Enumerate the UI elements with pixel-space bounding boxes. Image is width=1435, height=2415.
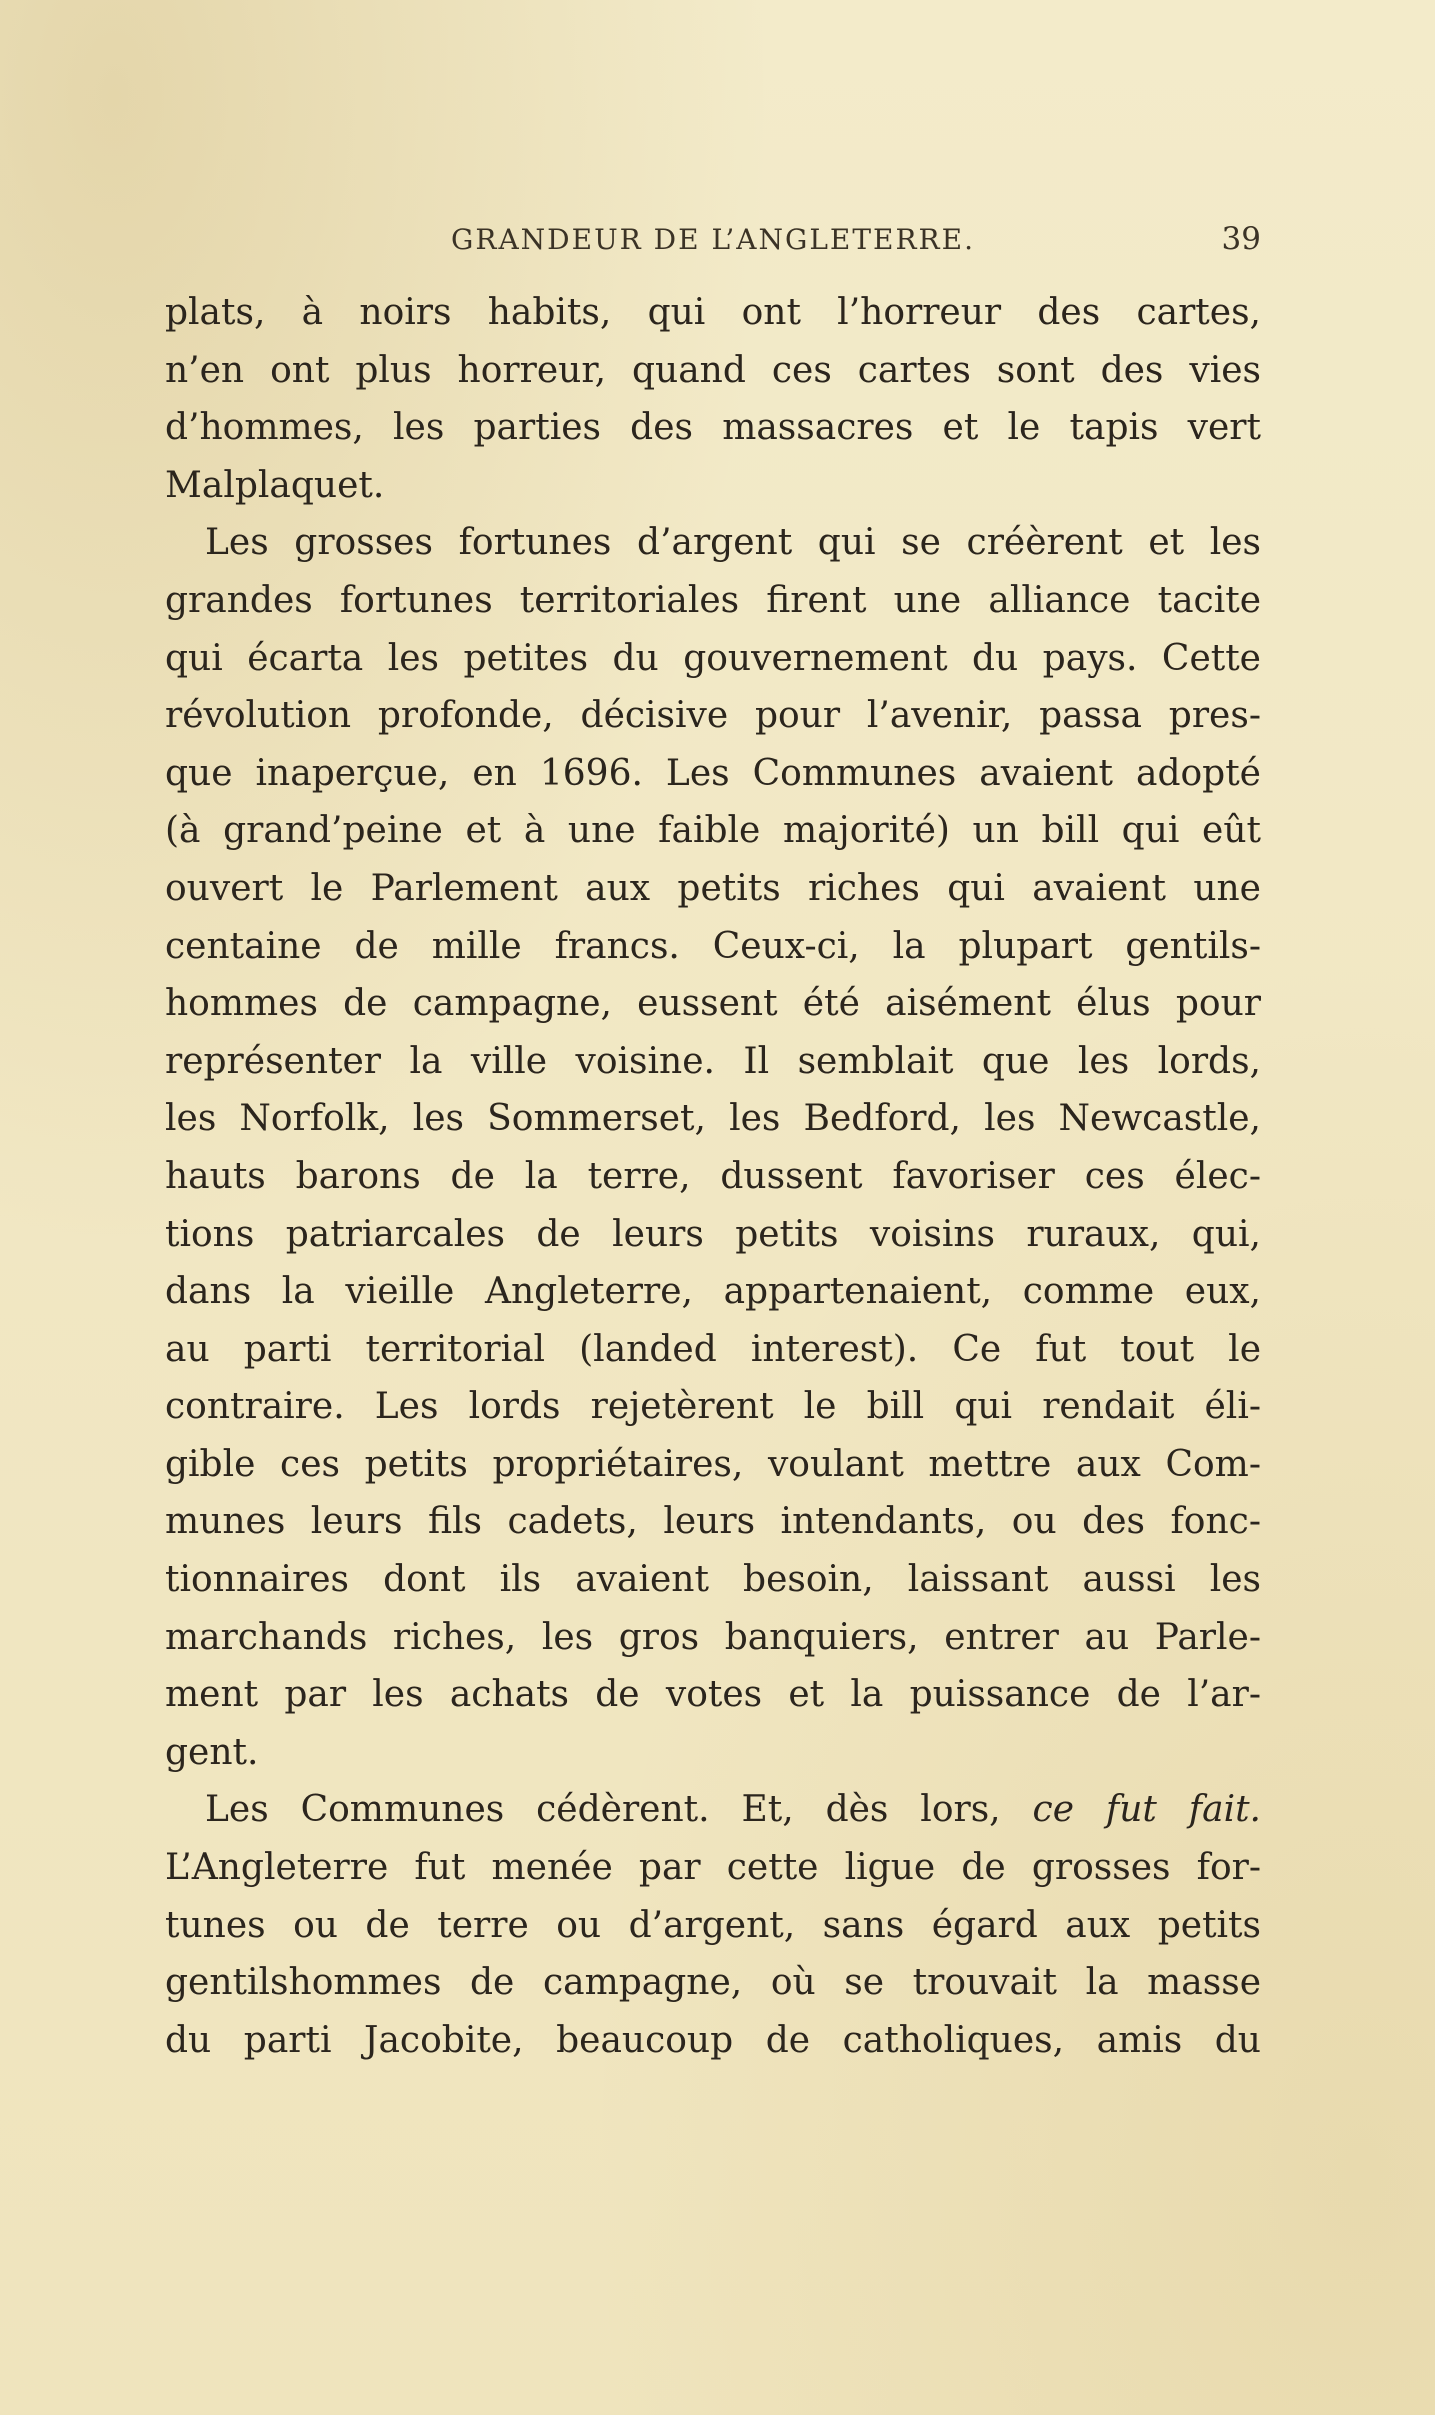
running-title: GRANDEUR DE L’ANGLETERRE. — [451, 223, 975, 256]
text-line: marchands riches, les gros banquiers, entrer au Parle- — [165, 1616, 1261, 1658]
text-line: les Norfolk, les Sommerset, les Bedford, les Newcastle, — [165, 1098, 1261, 1140]
text-line: gible ces petits propriétaires, voulant mettre aux Com- — [165, 1443, 1261, 1485]
text-line: au parti territorial (landed interest). Ce fut tout le — [165, 1328, 1261, 1370]
text-line: munes leurs fils cadets, leurs intendants, ou des fonc- — [165, 1501, 1261, 1543]
italic-phrase: ce fut fait. — [1032, 1789, 1261, 1831]
text-line: gent. — [165, 1731, 259, 1773]
text-line: contraire. Les lords rejetèrent le bill qui rendait éli- — [165, 1386, 1261, 1428]
text-line: hauts barons de la terre, dussent favoriser ces élec- — [165, 1155, 1261, 1197]
text-line: ment par les achats de votes et la puissance de l’ar- — [165, 1674, 1261, 1716]
text-line: que inaperçue, en 1696. Les Communes avaient adopté — [165, 752, 1261, 794]
text-line: tionnaires dont ils avaient besoin, laissant aussi les — [165, 1559, 1261, 1601]
text-line: Malplaquet. — [165, 464, 385, 506]
text-line: plats, à noirs habits, qui ont l’horreur des cartes, — [165, 292, 1261, 333]
running-head — [165, 219, 1261, 265]
text-line: ouvert le Parlement aux petits riches qui avaient une — [165, 867, 1261, 909]
line-roman-text: Les Communes cédèrent. Et, dès lors, — [205, 1789, 1033, 1831]
page-number: 39 — [1221, 221, 1261, 257]
text-line: (à grand’peine et à une faible majorité) un bill qui eût — [165, 810, 1261, 852]
text-line: d’hommes, les parties des massacres et le tapis vert — [165, 407, 1261, 449]
text-line: tunes ou de terre ou d’argent, sans égard aux petits — [165, 1904, 1261, 1946]
text-line: révolution profonde, décisive pour l’avenir, passa pres- — [165, 695, 1261, 737]
body-text — [165, 284, 1261, 2069]
text-line: centaine de mille francs. Ceux-ci, la plupart gentils- — [165, 925, 1261, 967]
text-line: L’Angleterre fut menée par cette ligue de grosses for- — [165, 1847, 1261, 1889]
text-line: représenter la ville voisine. Il semblait que les lords, — [165, 1040, 1261, 1082]
text-line: tions patriarcales de leurs petits voisins ruraux, qui, — [165, 1213, 1261, 1255]
text-line: hommes de campagne, eussent été aisément élus pour — [165, 983, 1261, 1025]
text-line: qui écarta les petites du gouvernement du pays. Cette — [165, 637, 1261, 679]
text-line: gentilshommes de campagne, où se trouvait la masse — [165, 1962, 1261, 2004]
text-line: n’en ont plus horreur, quand ces cartes sont des vies — [165, 349, 1261, 391]
paragraph-start-line: Les grosses fortunes d’argent qui se créèrent et les — [205, 522, 1261, 564]
paragraph-start-line — [165, 1781, 1261, 1839]
text-line: du parti Jacobite, beaucoup de catholiques, amis du — [165, 2019, 1261, 2061]
text-line: grandes fortunes territoriales firent une alliance tacite — [165, 579, 1261, 621]
text-line: dans la vieille Angleterre, appartenaient, comme eux, — [165, 1271, 1261, 1313]
